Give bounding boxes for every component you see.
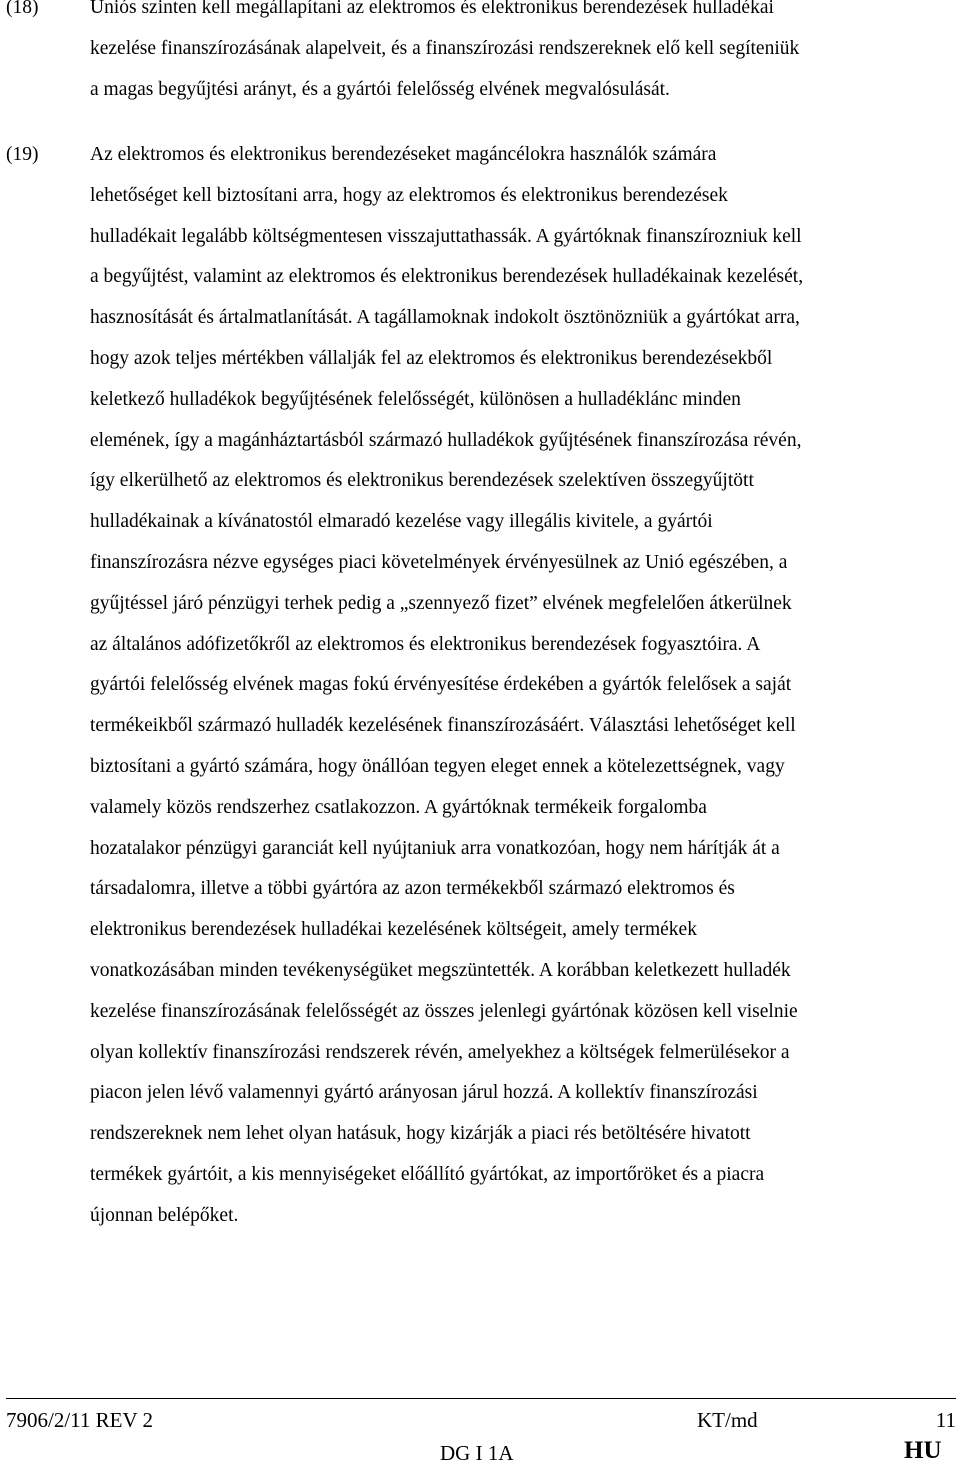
text-line: hasznosítását és ártalmatlanítását. A tagállamoknak indokolt ösztönözniük a gyártókat arra, <box>90 307 800 329</box>
text-line: elektronikus berendezések hulladékai kezelésének költségeit, amely termékek <box>90 919 697 941</box>
text-line: lehetőséget kell biztosítani arra, hogy az elektromos és elektronikus berendezések <box>90 184 728 206</box>
text-line: piacon jelen lévő valamennyi gyártó arányosan járul hozzá. A kollektív finanszírozási <box>90 1082 758 1104</box>
text-line: biztosítani a gyártó számára, hogy önállóan tegyen eleget ennek a kötelezettségnek, vagy <box>90 755 785 777</box>
text-line: olyan kollektív finanszírozási rendszerek révén, amelyekhez a költségek felmerülésekor a <box>90 1041 790 1063</box>
text-line: vonatkozásában minden tevékenységüket megszüntették. A korábban keletkezett hulladék <box>90 959 791 981</box>
text-line: hozatalakor pénzügyi garanciát kell nyújtaniuk arra vonatkozóan, hogy nem hárítják át a <box>90 837 780 859</box>
text-line: elemének, így a magánháztartásból származó hulladékok gyűjtésének finanszírozása révén, <box>90 429 802 451</box>
text-line: rendszereknek nem lehet olyan hatásuk, hogy kizárják a piaci rés betöltésére hivatott <box>90 1123 751 1145</box>
text-line: a magas begyűjtési arányt, és a gyártói felelősség elvének megvalósulását. <box>90 78 670 100</box>
paragraph-number: (18) <box>6 0 39 18</box>
text-line: hulladékait legalább költségmentesen visszajuttathassák. A gyártóknak finanszírozniuk kell <box>90 225 802 247</box>
language-code: HU <box>904 1437 942 1464</box>
text-line: Az elektromos és elektronikus berendezéseket magáncélokra használók számára <box>90 144 717 165</box>
text-line: újonnan belépőket. <box>90 1204 239 1226</box>
text-line: Uniós szinten kell megállapítani az elektromos és elektronikus berendezések hulladékai <box>90 0 774 18</box>
author-initials: KT/md <box>697 1408 758 1432</box>
text-line: gyűjtéssel járó pénzügyi terhek pedig a „szennyező fizet” elvének megfelelően átkerülnek <box>90 592 792 614</box>
text-line: termékeikből származó hulladék kezelésének finanszírozásáért. Választási lehetőséget kell <box>90 715 796 737</box>
text-line: így elkerülhető az elektromos és elektronikus berendezések szelektíven összegyűjtött <box>90 470 754 492</box>
document-reference: 7906/2/11 REV 2 <box>6 1408 154 1432</box>
footer-divider <box>6 1398 956 1399</box>
text-line: kezelése finanszírozásának felelősségét az összes jelenlegi gyártónak közösen kell viselnie <box>90 1000 798 1022</box>
text-line: az általános adófizetőkről az elektromos és elektronikus berendezések fogyasztóira. A <box>90 633 761 655</box>
text-line: keletkező hulladékok begyűjtésének felelősségét, különösen a hulladéklánc minden <box>90 388 741 410</box>
text-line: finanszírozásra nézve egységes piaci követelmények érvényesülnek az Unió egészében, a <box>90 551 788 573</box>
paragraph-text <box>90 0 954 110</box>
text-line: a begyűjtést, valamint az elektromos és elektronikus berendezések hulladékainak kezelését, <box>90 266 804 288</box>
text-line: kezelése finanszírozásának alapelveit, és a finanszírozási rendszereknek elő kell segíteniük <box>90 37 800 59</box>
text-line: termékek gyártóit, a kis mennyiségeket előállító gyártókat, az importőröket és a piacra <box>90 1163 765 1185</box>
text-line: gyártói felelősség elvének magas fokú érvényesítése érdekében a gyártók felelősek a saját <box>90 674 792 696</box>
department-code: DG I 1A <box>440 1441 514 1465</box>
paragraph-text <box>90 135 954 1237</box>
text-line: valamely közös rendszerhez csatlakozzon. A gyártóknak termékeik forgalomba <box>90 796 707 818</box>
page-number: 11 <box>935 1408 956 1432</box>
paragraph-number: (19) <box>6 144 39 165</box>
text-line: hulladékainak a kívánatostól elmaradó kezelése vagy illegális kivitele, a gyártói <box>90 511 713 533</box>
text-line: társadalomra, illetve a többi gyártóra az azon termékekből származó elektromos és <box>90 878 735 900</box>
text-line: hogy azok teljes mértékben vállalják fel az elektromos és elektronikus berendezésekből <box>90 347 773 369</box>
